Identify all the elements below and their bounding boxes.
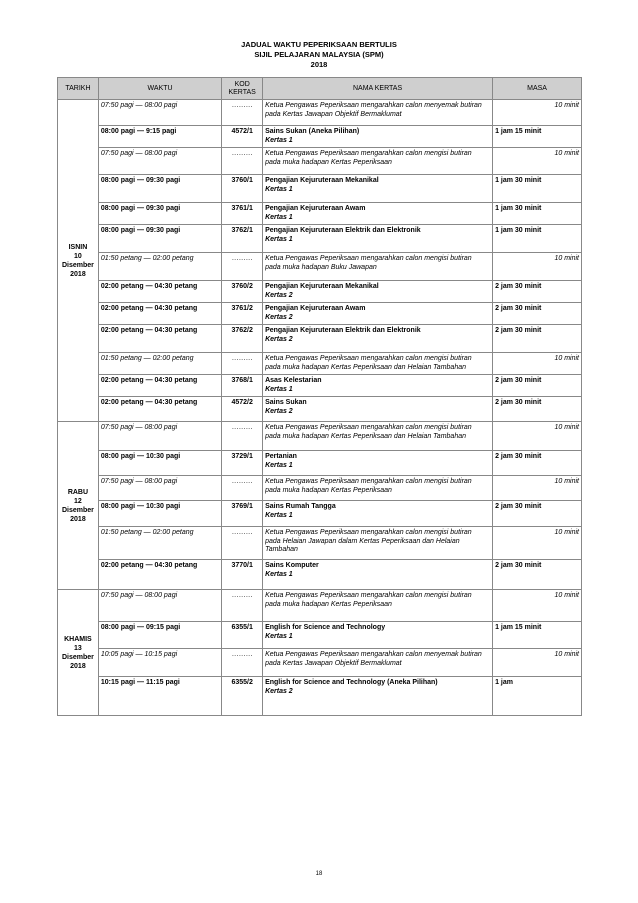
waktu-cell: 01:50 petang — 02:00 petang: [98, 253, 221, 281]
table-row: [58, 451, 582, 476]
date-day: KHAMIS: [64, 635, 92, 643]
col-header-kod-line2: KERTAS: [228, 88, 256, 96]
date-day: ISNIN: [68, 243, 88, 251]
table-row: [58, 203, 582, 225]
nama-line: Kertas 1: [265, 235, 293, 243]
nama-line: Pengajian Kejuruteraan Elektrik dan Elektronik: [265, 227, 421, 234]
kod-cell: 3762/1: [222, 225, 263, 253]
kod-cell: 3762/2: [222, 325, 263, 353]
date-year: 2018: [70, 515, 86, 523]
nama-cell: [263, 397, 493, 422]
nama-line: pada muka hadapan Kertas Peperiksaan dan Helaian Tambahan: [265, 363, 467, 371]
nama-cell: [263, 325, 493, 353]
masa-cell: 1 jam 30 minit: [493, 225, 582, 253]
masa-cell: 10 minit: [493, 476, 582, 501]
kod-cell: 3761/1: [222, 203, 263, 225]
waktu-cell: 07:50 pagi — 08:00 pagi: [98, 590, 221, 622]
table-row: [58, 281, 582, 303]
kod-cell: 6355/2: [222, 677, 263, 716]
waktu-cell: 02:00 petang — 04:30 petang: [98, 281, 221, 303]
date-date: 10 Disember: [61, 252, 94, 269]
masa-cell: 1 jam 30 minit: [493, 203, 582, 225]
nama-cell: [263, 100, 493, 126]
masa-cell: 10 minit: [493, 253, 582, 281]
nama-cell: [263, 649, 493, 677]
masa-cell: 1 jam 15 minit: [493, 126, 582, 148]
date-date: 12 Disember: [61, 497, 94, 514]
nama-line: Pengajian Kejuruteraan Awam: [265, 205, 366, 212]
nama-line: Ketua Pengawas Peperiksaan mengarahkan calon menyemak butiran: [265, 651, 482, 658]
nama-cell: [263, 677, 493, 716]
table-row: [58, 126, 582, 148]
nama-cell: [263, 353, 493, 375]
nama-cell: [263, 203, 493, 225]
masa-cell: 2 jam 30 minit: [493, 397, 582, 422]
nama-cell: [263, 501, 493, 527]
nama-line: Sains Komputer: [265, 562, 319, 569]
nama-line: pada muka hadapan Kertas Peperiksaan: [265, 486, 392, 494]
masa-cell: 10 minit: [493, 590, 582, 622]
masa-cell: 10 minit: [493, 353, 582, 375]
nama-cell: [263, 451, 493, 476]
table-row: [58, 375, 582, 397]
nama-line: pada Helaian Jawapan dalam Kertas Peperiksaan dan Helaian: [265, 537, 460, 545]
kod-cell: 3770/1: [222, 560, 263, 590]
table-row: [58, 175, 582, 203]
table-row: [58, 303, 582, 325]
nama-line: Ketua Pengawas Peperiksaan mengarahkan calon mengisi butiran: [265, 150, 472, 157]
masa-cell: 2 jam 30 minit: [493, 375, 582, 397]
nama-line: Kertas 1: [265, 632, 293, 640]
table-row: [58, 622, 582, 649]
waktu-cell: 08:00 pagi — 9:15 pagi: [98, 126, 221, 148]
title-line-1: JADUAL WAKTU PEPERIKSAAN BERTULIS: [241, 40, 397, 49]
kod-cell: ………: [222, 476, 263, 501]
nama-line: Sains Sukan: [265, 399, 307, 406]
kod-cell: 3768/1: [222, 375, 263, 397]
masa-cell: 2 jam 30 minit: [493, 451, 582, 476]
nama-line: pada muka hadapan Kertas Peperiksaan: [265, 158, 392, 166]
table-header-row: [58, 78, 582, 100]
nama-line: pada muka hadapan Kertas Peperiksaan dan Helaian Tambahan: [265, 432, 467, 440]
table-row: [58, 476, 582, 501]
nama-line: Kertas 2: [265, 291, 293, 299]
kod-cell: ………: [222, 353, 263, 375]
kod-cell: 4572/2: [222, 397, 263, 422]
nama-line: Sains Rumah Tangga: [265, 503, 336, 510]
exam-schedule-table: [57, 77, 582, 716]
waktu-cell: 10:15 pagi — 11:15 pagi: [98, 677, 221, 716]
date-cell: [58, 100, 99, 422]
kod-cell: 6355/1: [222, 622, 263, 649]
masa-cell: 2 jam 30 minit: [493, 303, 582, 325]
date-day: RABU: [67, 488, 89, 496]
date-cell: [58, 422, 99, 590]
masa-cell: 10 minit: [493, 649, 582, 677]
waktu-cell: 08:00 pagi — 10:30 pagi: [98, 501, 221, 527]
masa-cell: 1 jam 15 minit: [493, 622, 582, 649]
col-header-waktu: WAKTU: [98, 78, 221, 100]
table-row: [58, 225, 582, 253]
nama-line: pada Kertas Jawapan Objektif Bermaklumat: [265, 659, 402, 667]
nama-cell: [263, 560, 493, 590]
nama-line: pada muka hadapan Kertas Peperiksaan: [265, 600, 392, 608]
waktu-cell: 08:00 pagi — 09:30 pagi: [98, 203, 221, 225]
date-cell: [58, 590, 99, 716]
nama-line: Kertas 2: [265, 335, 293, 343]
masa-cell: 2 jam 30 minit: [493, 501, 582, 527]
title-line-3: 2018: [310, 60, 328, 69]
masa-cell: 10 minit: [493, 527, 582, 560]
masa-cell: 10 minit: [493, 422, 582, 451]
waktu-cell: 02:00 petang — 04:30 petang: [98, 560, 221, 590]
nama-cell: [263, 375, 493, 397]
waktu-cell: 08:00 pagi — 09:30 pagi: [98, 175, 221, 203]
kod-cell: ………: [222, 527, 263, 560]
table-row: [58, 253, 582, 281]
col-header-kod: [222, 78, 263, 100]
col-header-kod-line1: KOD: [234, 80, 250, 88]
table-row: [58, 677, 582, 716]
nama-line: pada muka hadapan Buku Jawapan: [265, 263, 377, 271]
nama-line: Ketua Pengawas Peperiksaan mengarahkan calon mengisi butiran: [265, 478, 472, 485]
nama-cell: [263, 527, 493, 560]
nama-line: Tambahan: [265, 546, 298, 553]
nama-cell: [263, 590, 493, 622]
kod-cell: 3760/1: [222, 175, 263, 203]
waktu-cell: 01:50 petang — 02:00 petang: [98, 527, 221, 560]
kod-cell: ………: [222, 649, 263, 677]
nama-line: pada Kertas Jawapan Objektif Bermaklumat: [265, 110, 402, 118]
date-date: 13 Disember: [61, 644, 94, 661]
nama-cell: [263, 253, 493, 281]
nama-line: Kertas 1: [265, 511, 293, 519]
waktu-cell: 01:50 petang — 02:00 petang: [98, 353, 221, 375]
nama-line: Kertas 2: [265, 313, 293, 321]
kod-cell: ………: [222, 148, 263, 175]
waktu-cell: 02:00 petang — 04:30 petang: [98, 303, 221, 325]
nama-line: Sains Sukan (Aneka Pilihan): [265, 128, 360, 135]
nama-line: Kertas 1: [265, 385, 293, 393]
nama-line: Asas Kelestarian: [265, 377, 322, 384]
masa-cell: 1 jam: [493, 677, 582, 716]
nama-cell: [263, 476, 493, 501]
waktu-cell: 08:00 pagi — 09:30 pagi: [98, 225, 221, 253]
nama-line: Ketua Pengawas Peperiksaan mengarahkan calon menyemak butiran: [265, 102, 482, 109]
nama-line: Kertas 1: [265, 185, 293, 193]
waktu-cell: 08:00 pagi — 10:30 pagi: [98, 451, 221, 476]
nama-line: Pertanian: [265, 453, 297, 460]
waktu-cell: 07:50 pagi — 08:00 pagi: [98, 476, 221, 501]
masa-cell: 10 minit: [493, 100, 582, 126]
masa-cell: 2 jam 30 minit: [493, 325, 582, 353]
col-header-tarikh: TARIKH: [58, 78, 99, 100]
nama-cell: [263, 225, 493, 253]
kod-cell: 3769/1: [222, 501, 263, 527]
page-number: 18: [315, 871, 323, 877]
table-row: [58, 353, 582, 375]
masa-cell: 1 jam 30 minit: [493, 175, 582, 203]
kod-cell: 3729/1: [222, 451, 263, 476]
table-row: [58, 560, 582, 590]
masa-cell: 10 minit: [493, 148, 582, 175]
waktu-cell: 07:50 pagi — 08:00 pagi: [98, 422, 221, 451]
nama-line: Kertas 2: [265, 687, 293, 695]
date-year: 2018: [70, 662, 86, 670]
nama-line: Pengajian Kejuruteraan Awam: [265, 305, 366, 312]
nama-cell: [263, 175, 493, 203]
nama-line: Kertas 1: [265, 136, 293, 144]
table-row: [58, 325, 582, 353]
kod-cell: 3761/2: [222, 303, 263, 325]
nama-line: Ketua Pengawas Peperiksaan mengarahkan calon mengisi butiran: [265, 592, 472, 599]
nama-cell: [263, 622, 493, 649]
nama-line: Pengajian Kejuruteraan Mekanikal: [265, 283, 379, 290]
nama-cell: [263, 281, 493, 303]
kod-cell: ………: [222, 422, 263, 451]
table-row: [58, 590, 582, 622]
title-line-2: SIJIL PELAJARAN MALAYSIA (SPM): [254, 50, 384, 59]
nama-line: Pengajian Kejuruteraan Mekanikal: [265, 177, 379, 184]
table-row: [58, 148, 582, 175]
waktu-cell: 07:50 pagi — 08:00 pagi: [98, 100, 221, 126]
table-row: [58, 501, 582, 527]
masa-cell: 2 jam 30 minit: [493, 281, 582, 303]
nama-cell: [263, 303, 493, 325]
waktu-cell: 08:00 pagi — 09:15 pagi: [98, 622, 221, 649]
col-header-nama: NAMA KERTAS: [263, 78, 493, 100]
nama-line: Ketua Pengawas Peperiksaan mengarahkan calon mengisi butiran: [265, 529, 472, 536]
kod-cell: 3760/2: [222, 281, 263, 303]
nama-line: Ketua Pengawas Peperiksaan mengarahkan calon mengisi butiran: [265, 424, 472, 431]
table-row: [58, 422, 582, 451]
masa-cell: 2 jam 30 minit: [493, 560, 582, 590]
date-year: 2018: [70, 270, 86, 278]
nama-cell: [263, 126, 493, 148]
waktu-cell: 07:50 pagi — 08:00 pagi: [98, 148, 221, 175]
table-row: [58, 397, 582, 422]
nama-line: Pengajian Kejuruteraan Elektrik dan Elektronik: [265, 327, 421, 334]
kod-cell: ………: [222, 100, 263, 126]
kod-cell: 4572/1: [222, 126, 263, 148]
table-row: [58, 100, 582, 126]
document-title: [0, 40, 638, 70]
kod-cell: ………: [222, 590, 263, 622]
nama-line: Kertas 2: [265, 407, 293, 415]
nama-line: Kertas 1: [265, 461, 293, 469]
waktu-cell: 02:00 petang — 04:30 petang: [98, 397, 221, 422]
waktu-cell: 02:00 petang — 04:30 petang: [98, 375, 221, 397]
table-row: [58, 649, 582, 677]
nama-line: Ketua Pengawas Peperiksaan mengarahkan calon mengisi butiran: [265, 255, 472, 262]
table-row: [58, 527, 582, 560]
nama-line: English for Science and Technology: [265, 624, 386, 631]
nama-line: English for Science and Technology (Aneka Pilihan): [265, 679, 438, 686]
nama-cell: [263, 422, 493, 451]
nama-line: Kertas 1: [265, 570, 293, 578]
nama-line: Ketua Pengawas Peperiksaan mengarahkan calon mengisi butiran: [265, 355, 472, 362]
nama-cell: [263, 148, 493, 175]
col-header-masa: MASA: [493, 78, 582, 100]
waktu-cell: 10:05 pagi — 10:15 pagi: [98, 649, 221, 677]
waktu-cell: 02:00 petang — 04:30 petang: [98, 325, 221, 353]
kod-cell: ………: [222, 253, 263, 281]
nama-line: Kertas 1: [265, 213, 293, 221]
